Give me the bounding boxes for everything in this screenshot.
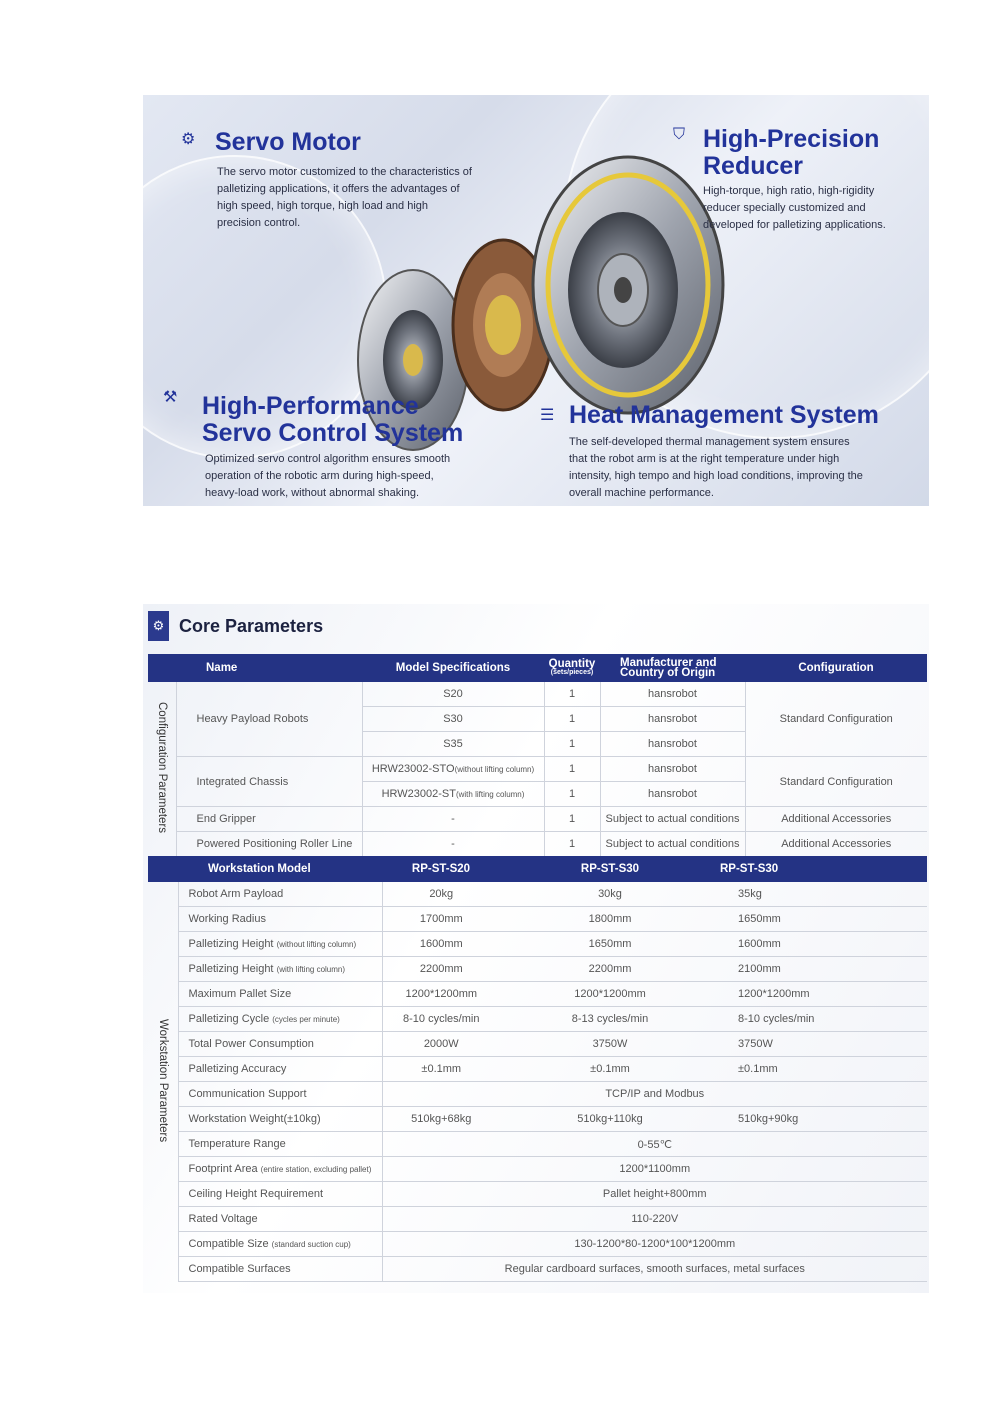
param-value-s20: 1600mm bbox=[382, 932, 500, 957]
param-name-text: Palletizing Accuracy bbox=[188, 1063, 287, 1075]
param-name bbox=[178, 1207, 382, 1232]
param-value-s35: 35kg bbox=[720, 882, 927, 907]
maker-s35: hansrobot bbox=[600, 732, 745, 757]
param-name bbox=[178, 1182, 382, 1207]
model-roller: - bbox=[362, 832, 544, 857]
reducer-title-line2: Reducer bbox=[703, 152, 804, 180]
workstation-section-label bbox=[148, 882, 178, 1282]
model-sto-main: HRW23002-STO bbox=[371, 763, 455, 775]
param-value-shared: TCP/IP and Modbus bbox=[382, 1082, 927, 1107]
model-sto-sub: (without lifting column) bbox=[454, 765, 535, 774]
param-value-s30: 2200mm bbox=[500, 957, 720, 982]
model-s30: S30 bbox=[362, 707, 544, 732]
model-st bbox=[362, 782, 544, 807]
param-name-text: Robot Arm Payload bbox=[188, 888, 284, 900]
model-gripper: - bbox=[362, 807, 544, 832]
param-name-text: Working Radius bbox=[188, 913, 266, 925]
param-value-s20: 1200*1200mm bbox=[382, 982, 500, 1007]
maker-st: hansrobot bbox=[600, 782, 745, 807]
maker-s30: hansrobot bbox=[600, 707, 745, 732]
table-row bbox=[148, 932, 927, 957]
workstation-table bbox=[148, 856, 927, 1282]
param-value-s35: 1650mm bbox=[720, 907, 927, 932]
param-value-s35: 3750W bbox=[720, 1032, 927, 1057]
param-name bbox=[178, 1057, 382, 1082]
servo-motor-text: The servo motor customized to the characteristics of palletizing applications, it offers the advantages of high speed, high torque, high load and high precision control. bbox=[217, 166, 472, 229]
reducer-title-line1: High-Precision bbox=[703, 125, 880, 153]
param-name bbox=[178, 1157, 382, 1182]
table-row bbox=[148, 1157, 927, 1182]
config-gripper: Additional Accessories bbox=[745, 807, 927, 832]
qty-st: 1 bbox=[544, 782, 600, 807]
param-value-s20: 8-10 cycles/min bbox=[382, 1007, 500, 1032]
param-value-s35: ±0.1mm bbox=[720, 1057, 927, 1082]
param-name-text: Footprint Area bbox=[188, 1163, 258, 1175]
core-parameters-title: Core Parameters bbox=[179, 615, 324, 636]
header-quantity bbox=[544, 654, 600, 682]
param-name bbox=[178, 932, 382, 957]
feature-banner bbox=[143, 95, 929, 506]
table-row bbox=[148, 1207, 927, 1232]
table-row bbox=[148, 1182, 927, 1207]
param-name-sub: (without lifting column) bbox=[276, 940, 357, 949]
param-value-s30: ±0.1mm bbox=[500, 1057, 720, 1082]
config-chassis: Standard Configuration bbox=[745, 757, 927, 807]
core-parameters-header bbox=[148, 611, 323, 641]
workstation-parameters-label: Workstation Parameters bbox=[156, 1018, 169, 1142]
config-roller: Additional Accessories bbox=[745, 832, 927, 857]
table-row bbox=[148, 1032, 927, 1057]
configuration-section-label bbox=[148, 682, 176, 857]
qty-sto: 1 bbox=[544, 757, 600, 782]
param-value-shared: 130-1200*80-1200*100*1200mm bbox=[382, 1232, 927, 1257]
table-row bbox=[148, 1057, 927, 1082]
ws-header-model: Workstation Model bbox=[178, 856, 382, 882]
control-title-line2: Servo Control System bbox=[202, 419, 464, 447]
param-value-s35: 1600mm bbox=[720, 932, 927, 957]
heat-text: The self-developed thermal management system ensures that the robot arm is at the right temperature under high intensity, high tempo and high load conditions, improving the overall machine performance. bbox=[569, 436, 863, 499]
control-title-line1: High-Performance bbox=[202, 392, 419, 420]
configuration-parameters-label: Configuration Parameters bbox=[155, 701, 168, 834]
param-name-text: Temperature Range bbox=[188, 1138, 286, 1150]
param-value-s35: 1200*1200mm bbox=[720, 982, 927, 1007]
table-row bbox=[148, 1107, 927, 1132]
param-value-s30: 1650mm bbox=[500, 932, 720, 957]
header-quantity-label: Quantity bbox=[548, 658, 596, 670]
param-name-text: Rated Voltage bbox=[188, 1213, 258, 1225]
param-name-text: Palletizing Height bbox=[188, 963, 274, 975]
param-name bbox=[178, 1107, 382, 1132]
qty-s20: 1 bbox=[544, 682, 600, 707]
param-value-s35: 2100mm bbox=[720, 957, 927, 982]
settings-icon: ⚙ bbox=[148, 611, 169, 641]
table-row bbox=[148, 982, 927, 1007]
param-value-shared: Pallet height+800mm bbox=[382, 1182, 927, 1207]
core-parameters-panel bbox=[143, 604, 929, 1293]
end-gripper: End Gripper bbox=[176, 807, 362, 832]
param-name-sub: (standard suction cup) bbox=[271, 1240, 351, 1249]
param-name-text: Palletizing Height bbox=[188, 938, 274, 950]
qty-s30: 1 bbox=[544, 707, 600, 732]
param-name bbox=[178, 1257, 382, 1282]
param-name-text: Total Power Consumption bbox=[188, 1038, 314, 1050]
param-name-sub: (cycles per minute) bbox=[272, 1015, 340, 1024]
header-name: Name bbox=[176, 654, 362, 682]
header-configuration: Configuration bbox=[745, 654, 927, 682]
servo-motor-title: Servo Motor bbox=[215, 128, 361, 156]
param-name-text: Workstation Weight(±10kg) bbox=[188, 1113, 321, 1125]
heat-title: Heat Management System bbox=[569, 401, 879, 429]
param-name bbox=[178, 1232, 382, 1257]
param-name bbox=[178, 1132, 382, 1157]
qty-roller: 1 bbox=[544, 832, 600, 857]
heavy-payload-robots: Heavy Payload Robots bbox=[176, 682, 362, 757]
header-manufacturer-line1: Manufacturer and bbox=[620, 657, 717, 669]
workstation-rows bbox=[148, 882, 927, 1282]
configuration-table bbox=[148, 654, 927, 857]
param-name-text: Palletizing Cycle bbox=[188, 1013, 270, 1025]
param-name-text: Maximum Pallet Size bbox=[188, 988, 292, 1000]
maker-s20: hansrobot bbox=[600, 682, 745, 707]
param-value-s20: 1700mm bbox=[382, 907, 500, 932]
header-model: Model Specifications bbox=[362, 654, 544, 682]
param-value-s30: 30kg bbox=[500, 882, 720, 907]
servo-motor-feature bbox=[215, 129, 475, 232]
ws-header-s35: RP-ST-S30 bbox=[720, 856, 927, 882]
param-name-text: Ceiling Height Requirement bbox=[188, 1188, 324, 1200]
reducer-icon: ⛉ bbox=[673, 126, 686, 143]
reducer-text: High-torque, high ratio, high-rigidity reducer specially customized and developed for palletizing applications. bbox=[703, 185, 886, 231]
table-row bbox=[148, 1132, 927, 1157]
param-value-s20: 2000W bbox=[382, 1032, 500, 1057]
param-value-s30: 8-13 cycles/min bbox=[500, 1007, 720, 1032]
gear-icon: ⚙ bbox=[181, 131, 196, 148]
model-sto bbox=[362, 757, 544, 782]
param-name bbox=[178, 982, 382, 1007]
maker-gripper: Subject to actual conditions bbox=[600, 807, 745, 832]
param-name bbox=[178, 907, 382, 932]
header-blank bbox=[148, 654, 176, 682]
maker-sto: hansrobot bbox=[600, 757, 745, 782]
model-s35: S35 bbox=[362, 732, 544, 757]
param-name bbox=[178, 1082, 382, 1107]
param-name bbox=[178, 882, 382, 907]
param-value-shared: 0-55℃ bbox=[382, 1132, 927, 1157]
param-value-s20: ±0.1mm bbox=[382, 1057, 500, 1082]
reducer-feature bbox=[703, 126, 903, 234]
qty-s35: 1 bbox=[544, 732, 600, 757]
table-row bbox=[148, 957, 927, 982]
param-name-sub: (with lifting column) bbox=[276, 965, 346, 974]
param-name bbox=[178, 957, 382, 982]
ws-header-s20: RP-ST-S20 bbox=[382, 856, 500, 882]
param-value-shared: 110-220V bbox=[382, 1207, 927, 1232]
param-name-text: Compatible Surfaces bbox=[188, 1263, 291, 1275]
param-value-s20: 20kg bbox=[382, 882, 500, 907]
param-value-s30: 510kg+110kg bbox=[500, 1107, 720, 1132]
param-value-s30: 3750W bbox=[500, 1032, 720, 1057]
header-manufacturer bbox=[600, 654, 745, 682]
table-row bbox=[148, 1082, 927, 1107]
integrated-chassis: Integrated Chassis bbox=[176, 757, 362, 807]
table-row bbox=[148, 882, 927, 907]
heat-feature bbox=[569, 402, 909, 502]
robot-arm-icon: ⚒ bbox=[163, 389, 178, 406]
qty-gripper: 1 bbox=[544, 807, 600, 832]
table-row bbox=[148, 1232, 927, 1257]
param-value-s20: 2200mm bbox=[382, 957, 500, 982]
table-row bbox=[148, 1257, 927, 1282]
param-value-shared: 1200*1100mm bbox=[382, 1157, 927, 1182]
param-name bbox=[178, 1007, 382, 1032]
maker-roller: Subject to actual conditions bbox=[600, 832, 745, 857]
param-name-sub: (entire station, excluding pallet) bbox=[260, 1165, 372, 1174]
param-value-shared: Regular cardboard surfaces, smooth surfaces, metal surfaces bbox=[382, 1257, 927, 1282]
param-value-s35: 8-10 cycles/min bbox=[720, 1007, 927, 1032]
model-s20: S20 bbox=[362, 682, 544, 707]
model-st-sub: (with lifting column) bbox=[455, 790, 525, 799]
param-name bbox=[178, 1032, 382, 1057]
header-quantity-sub: (sets/pieces) bbox=[550, 669, 594, 676]
model-st-main: HRW23002-ST bbox=[381, 788, 456, 800]
header-manufacturer-line2: Country of Origin bbox=[620, 667, 716, 679]
param-name-text: Communication Support bbox=[188, 1088, 307, 1100]
roller-line: Powered Positioning Roller Line bbox=[176, 832, 362, 857]
control-text: Optimized servo control algorithm ensures smooth operation of the robotic arm during high-speed, heavy-load work, without abnormal shaking. bbox=[205, 453, 451, 499]
param-value-s30: 1200*1200mm bbox=[500, 982, 720, 1007]
param-value-s20: 510kg+68kg bbox=[382, 1107, 500, 1132]
table-row bbox=[148, 907, 927, 932]
param-name-text: Compatible Size bbox=[188, 1238, 269, 1250]
table-row bbox=[148, 1007, 927, 1032]
control-feature bbox=[202, 393, 472, 502]
config-robots: Standard Configuration bbox=[745, 682, 927, 757]
ws-header-blank bbox=[148, 856, 178, 882]
heat-sink-icon: ☰ bbox=[540, 407, 555, 424]
param-value-s30: 1800mm bbox=[500, 907, 720, 932]
param-value-s35: 510kg+90kg bbox=[720, 1107, 927, 1132]
ws-header-s30: RP-ST-S30 bbox=[500, 856, 720, 882]
